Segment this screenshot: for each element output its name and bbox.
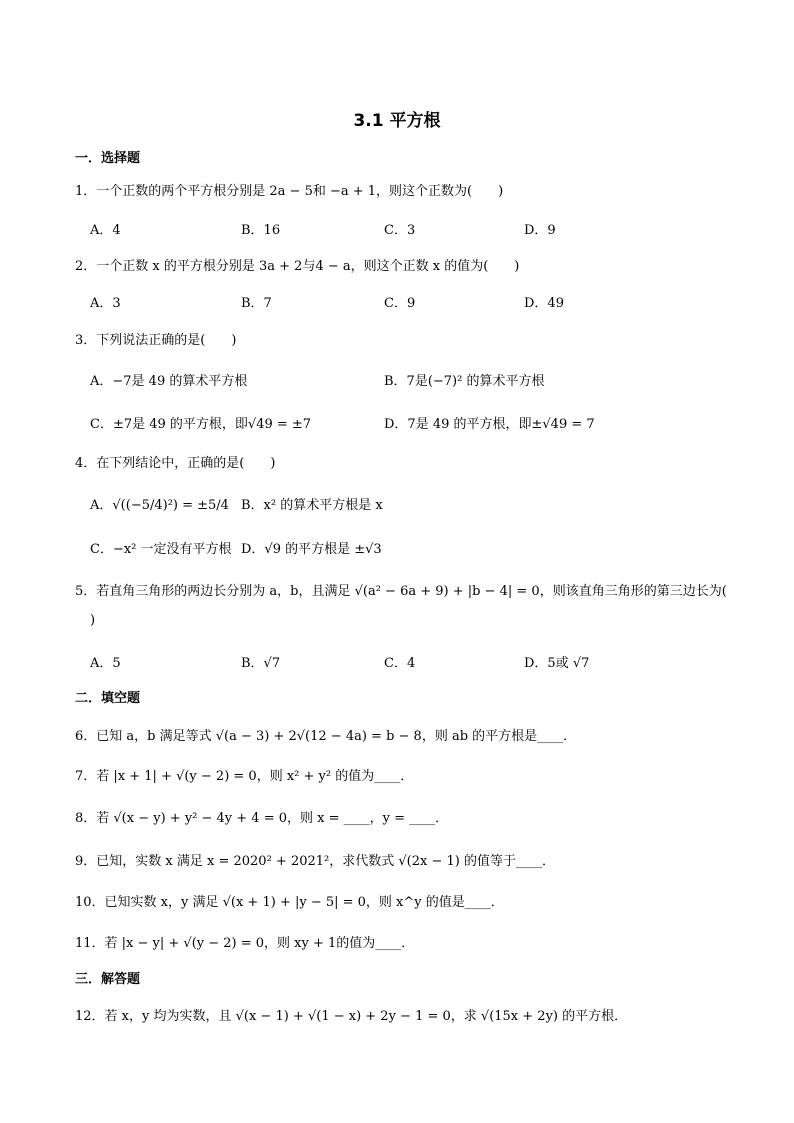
question-7: 7．若 |x + 1| + √(y − 2) = 0，则 x² + y² 的值为____． xyxy=(75,769,414,784)
section-heading-answer: 三．解答题 xyxy=(75,972,141,987)
question-5-option-b: B．√7 xyxy=(241,656,281,671)
question-5-option-d: D．5或 √7 xyxy=(524,656,590,671)
question-12: 12．若 x，y 均为实数，且 √(x − 1) + √(1 − x) + 2y − 1 = 0，求 √(15x + 2y) 的平方根． xyxy=(75,1009,628,1024)
question-3-stem: 3．下列说法正确的是( ) xyxy=(75,333,237,348)
question-1-text: 1．一个正数的两个平方根分别是 2a − 5和 −a + 1，则这个正数为( ) xyxy=(75,184,504,199)
question-2-stem: 2．一个正数 x 的平方根分别是 3a + 2与4 − a，则这个正数 x 的值为( ) xyxy=(75,259,520,274)
question-8: 8．若 √(x − y) + y² − 4y + 4 = 0，则 x = ____，y = ____． xyxy=(75,811,449,826)
question-2-option-d: D．49 xyxy=(524,296,564,311)
question-10: 10．已知实数 x，y 满足 √(x + 1) + |y − 5| = 0，则 x^y 的值是____． xyxy=(75,895,504,910)
question-11: 11．若 |x − y| + √(y − 2) = 0，则 xy + 1的值为____． xyxy=(75,936,415,951)
question-1-option-b: B．16 xyxy=(241,223,281,238)
question-5-stem: 5．若直角三角形的两边长分别为 a，b，且满足 √(a² − 6a + 9) + |b − 4| = 0，则该直角三角形的第三边长为( xyxy=(75,584,727,599)
question-1-option-d: D．9 xyxy=(524,223,556,238)
question-3-option-d: D．7是 49 的平方根，即±√49 = 7 xyxy=(384,417,595,432)
question-1-option-c: C．3 xyxy=(384,223,416,238)
page-title: 3.1 平方根 xyxy=(353,111,441,131)
question-4-stem: 4．在下列结论中，正确的是( ) xyxy=(75,456,276,471)
section-heading-fill-in: 二．填空题 xyxy=(75,691,141,706)
question-2-option-b: B．7 xyxy=(241,296,272,311)
question-2-option-a: A．3 xyxy=(90,296,121,311)
question-6: 6．已知 a，b 满足等式 √(a − 3) + 2√(12 − 4a) = b − 8，则 ab 的平方根是____． xyxy=(75,729,577,744)
question-4-option-d: D．√9 的平方根是 ±√3 xyxy=(241,542,382,557)
question-5-stem-continued: ) xyxy=(90,613,96,628)
question-9: 9．已知，实数 x 满足 x = 2020² + 2021²，求代数式 √(2x − 1) 的值等于____． xyxy=(75,854,555,869)
section-heading-choice: 一．选择题 xyxy=(75,151,141,166)
question-5-option-a: A．5 xyxy=(90,656,121,671)
question-4-option-c: C．−x² 一定没有平方根 xyxy=(90,542,232,557)
question-1-stem xyxy=(75,180,503,199)
question-2-option-c: C．9 xyxy=(384,296,416,311)
question-4-option-b: B．x² 的算术平方根是 x xyxy=(241,498,383,513)
question-3-option-b: B．7是(−7)² 的算术平方根 xyxy=(384,374,545,389)
question-3-option-a: A．−7是 49 的算术平方根 xyxy=(90,374,248,389)
question-5-option-c: C．4 xyxy=(384,656,416,671)
question-1-option-a: A．4 xyxy=(90,223,121,238)
question-3-option-c: C．±7是 49 的平方根，即√49 = ±7 xyxy=(90,417,312,432)
question-4-option-a: A．√((−5/4)²) = ±5/4 xyxy=(90,498,229,513)
